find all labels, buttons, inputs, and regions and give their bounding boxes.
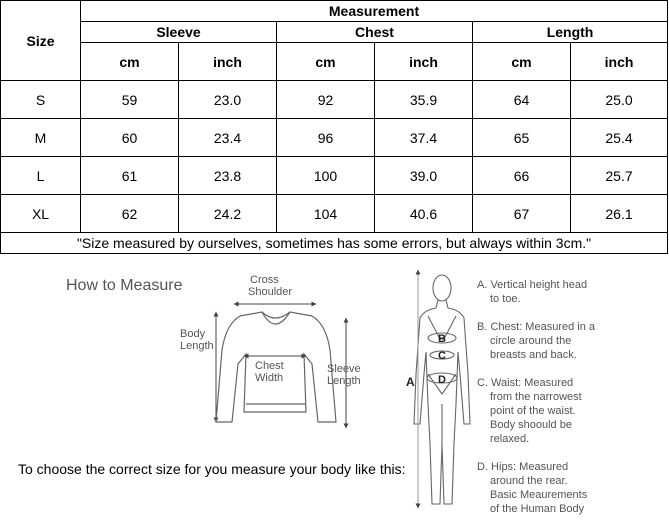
value-cell: 25.0	[571, 81, 668, 119]
note-c-line: from the narrowest	[490, 391, 582, 403]
value-cell: 23.8	[179, 157, 277, 195]
unit-header: inch	[375, 43, 473, 81]
table-row	[1, 81, 668, 119]
note-c-line: Body shoould be	[490, 419, 572, 431]
cross-shoulder-label: Shoulder	[248, 286, 293, 298]
sleeve-length-label: Length	[327, 375, 361, 387]
note-b-line: breasts and back.	[490, 349, 577, 361]
value-cell: 61	[81, 157, 179, 195]
note-a-line: A. Vertical height head	[477, 279, 588, 291]
unit-header: cm	[473, 43, 571, 81]
chest-width-label: Chest	[255, 360, 284, 372]
note-c-line: relaxed.	[490, 433, 530, 445]
marker-d: D	[438, 374, 446, 386]
value-cell: 24.2	[179, 195, 277, 233]
note-d-line: around the rear.	[490, 475, 568, 487]
size-header: Size	[1, 1, 81, 81]
value-cell: 37.4	[375, 119, 473, 157]
marker-b: B	[438, 333, 446, 345]
value-cell: 35.9	[375, 81, 473, 119]
sleeve-header: Sleeve	[81, 22, 277, 43]
size-cell: S	[1, 81, 81, 119]
unit-header: cm	[81, 43, 179, 81]
value-cell: 25.7	[571, 157, 668, 195]
value-cell: 96	[277, 119, 375, 157]
value-cell: 92	[277, 81, 375, 119]
instruction-text: To choose the correct size for you measure your body like this:	[18, 461, 406, 477]
value-cell: 39.0	[375, 157, 473, 195]
measurement-note: "Size measured by ourselves, sometimes has some errors, but always within 3cm."	[1, 233, 668, 254]
note-d-line: of the Human Body	[490, 503, 585, 515]
marker-c: C	[438, 350, 446, 362]
measure-guide	[0, 254, 669, 522]
value-cell: 62	[81, 195, 179, 233]
value-cell: 104	[277, 195, 375, 233]
note-c-line: point of the waist.	[490, 405, 576, 417]
body-figure	[414, 275, 470, 504]
value-cell: 23.0	[179, 81, 277, 119]
unit-header: inch	[179, 43, 277, 81]
size-cell: M	[1, 119, 81, 157]
body-notes	[477, 279, 596, 515]
value-cell: 59	[81, 81, 179, 119]
body-length-label: Body	[180, 328, 206, 340]
value-cell: 60	[81, 119, 179, 157]
table-row	[1, 119, 668, 157]
body-length-label: Length	[180, 340, 214, 352]
how-to-measure-title: How to Measure	[66, 277, 183, 294]
cross-shoulder-label: Cross	[250, 274, 279, 286]
size-cell: XL	[1, 195, 81, 233]
note-d-line: D. Hips: Measured	[477, 461, 569, 473]
note-b-line: circle around the	[490, 335, 572, 347]
value-cell: 40.6	[375, 195, 473, 233]
unit-header: cm	[277, 43, 375, 81]
table-row	[1, 157, 668, 195]
marker-a: A	[406, 375, 415, 389]
value-cell: 25.4	[571, 119, 668, 157]
chest-width-label: Width	[255, 372, 284, 384]
unit-header: inch	[571, 43, 668, 81]
note-b-line: B. Chest: Measured in a	[477, 321, 596, 333]
chest-header: Chest	[277, 22, 473, 43]
value-cell: 23.4	[179, 119, 277, 157]
note-d-line: Basic Meaurements	[490, 489, 588, 501]
length-header: Length	[473, 22, 668, 43]
table-row	[1, 195, 668, 233]
value-cell: 64	[473, 81, 571, 119]
size-chart-table	[0, 0, 668, 254]
note-a-line: to toe.	[490, 293, 521, 305]
note-c-line: C. Waist: Measured	[477, 377, 574, 389]
measurement-header: Measurement	[81, 1, 668, 22]
value-cell: 100	[277, 157, 375, 195]
value-cell: 26.1	[571, 195, 668, 233]
value-cell: 65	[473, 119, 571, 157]
sleeve-length-label: Sleeve	[327, 363, 361, 375]
value-cell: 67	[473, 195, 571, 233]
size-cell: L	[1, 157, 81, 195]
value-cell: 66	[473, 157, 571, 195]
